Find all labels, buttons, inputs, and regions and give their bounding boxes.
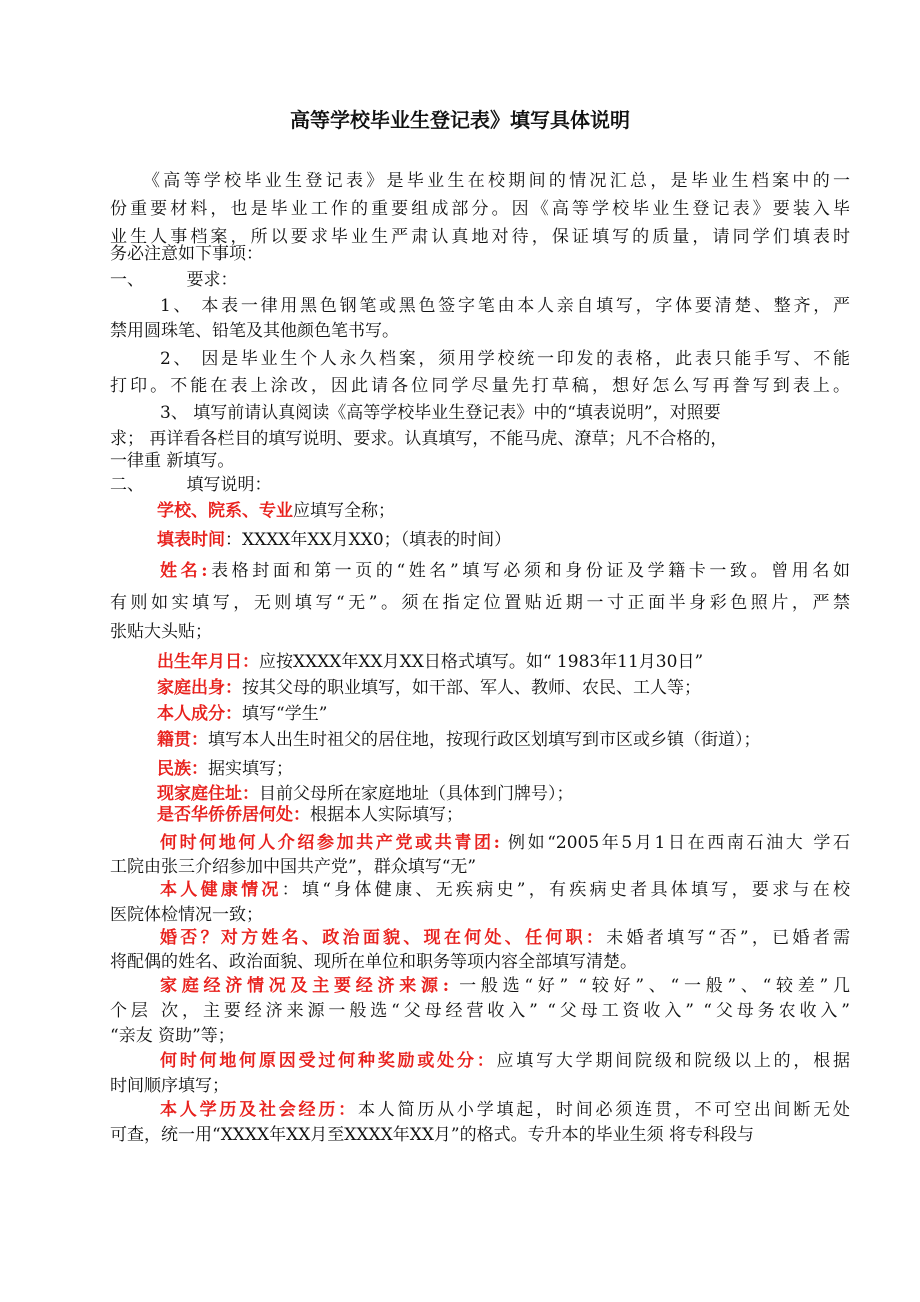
paragraph-line [110, 450, 234, 472]
text-segment: 1、 本表一律用黑色钢笔或黑色签字笔由本人亲自填写，字体要清楚、整齐，严 [160, 296, 850, 316]
text-segment: ：XXXX年XX月XX0；（填表的时间） [225, 530, 512, 550]
text-segment: 二、 填写说明： [110, 475, 272, 495]
field-name-label: 填表时间 [157, 530, 225, 550]
field-name-label: 籍贯： [157, 730, 208, 750]
text-segment: 表格封面和第一页的“姓名”填写必须和身份证及学籍卡一致。曾用名如 [207, 561, 850, 581]
paragraph-line [160, 1050, 850, 1072]
paragraph-line [143, 170, 850, 192]
text-segment: 有则如实填写，无则填写“无”。须在指定位置贴近期一寸正面半身彩色照片，严禁 [110, 593, 850, 613]
field-name-label: 家庭经济情况及主要经济来源: [160, 976, 449, 996]
paragraph-line [157, 758, 293, 780]
text-segment: ：填“身体健康、无疾病史”，有疾病史者具体填写，要求与在校 [281, 880, 850, 900]
text-segment: 应填写大学期间院级和院级以上的，根据 [496, 1051, 850, 1071]
paragraph-line [160, 560, 850, 582]
field-name-label: 姓名: [160, 561, 208, 581]
field-name-label: 本人成分： [157, 704, 242, 724]
text-segment: 例如“2005年5月1日在西南石油大 学石 [499, 833, 850, 853]
text-segment: 《高等学校毕业生登记表》是毕业生在校期间的情况汇总，是毕业生档案中的一 [143, 171, 850, 191]
field-name-label: 何时何地何原因受过何种奖励或处分： [160, 1051, 497, 1071]
paragraph-line [160, 402, 721, 424]
field-name-label: 本人学历及社会经历： [160, 1100, 358, 1120]
field-name-label: 是否华侨侨居何处： [157, 805, 310, 825]
paragraph-line [110, 269, 238, 291]
field-name-label: 出生年月日： [157, 652, 259, 672]
text-segment: 填写本人出生时祖父的居住地，按现行政区划填写到市区或乡镇（街道）； [208, 730, 761, 750]
paragraph-line [110, 904, 263, 926]
text-segment: 本人简历从小学填起，时间必须连贯，不可空出间断无处 [357, 1100, 851, 1120]
text-segment: 应按XXXX年XX月XX日格式填写。如“ 1983年11月30日” [259, 652, 704, 672]
field-name-label: 本人健康情况 [160, 880, 282, 900]
text-segment: 求； 再详看各栏目的填写说明、要求。认真填写，不能马虎、潦草；凡不合格的， [110, 429, 728, 449]
paragraph-line [110, 320, 399, 342]
paragraph-line [110, 375, 850, 397]
paragraph-line [110, 592, 850, 614]
paragraph-line [110, 243, 263, 265]
text-segment: 一般选“好” “较好”、“一般”、“较差”几 [448, 976, 850, 996]
text-segment: 业生人事档案，所以要求毕业生严肃认真地对待，保证填写的质量，请同学们填表时 [110, 227, 850, 247]
text-segment: 份重要材料，也是毕业工作的重要组成部分。因《高等学校毕业生登记表》要装入毕 [110, 199, 850, 219]
paragraph-line [157, 783, 574, 805]
text-segment: 根据本人实际填写； [310, 805, 463, 825]
text-segment: 未婚者填写“否”，已婚者需 [606, 928, 850, 948]
paragraph-line [157, 677, 701, 699]
paragraph-line [160, 879, 850, 901]
text-segment: 打印。不能在表上涂改，因此请各位同学尽量先打草稿，想好怎么写再誊写到表上。 [110, 376, 850, 396]
text-segment: 个层 次，主要经济来源一般选“父母经营收入” “父母工资收入” “父母务农收入” [110, 1001, 850, 1021]
paragraph-line [160, 295, 850, 317]
paragraph-line [160, 975, 850, 997]
paragraph-line [110, 1124, 754, 1146]
text-segment: 按其父母的职业填写，如干部、军人、教师、农民、工人等； [242, 678, 701, 698]
field-name-label: 家庭出身： [157, 678, 242, 698]
paragraph-line [110, 1000, 850, 1022]
paragraph-line [160, 832, 850, 854]
text-segment: 填写“学生” [242, 704, 328, 724]
text-segment: 务必注意如下事项： [110, 244, 263, 264]
paragraph-line [157, 529, 511, 551]
paragraph-line [110, 856, 476, 878]
paragraph-line [157, 500, 395, 522]
paragraph-line [110, 198, 850, 220]
document-title: 高等学校毕业生登记表》填写具体说明 [290, 108, 630, 132]
paragraph-line [110, 1025, 235, 1047]
paragraph-line [110, 428, 727, 450]
paragraph-line [157, 729, 761, 751]
paragraph-line [160, 1099, 850, 1121]
field-name-label: 学校、院系、专业 [157, 501, 293, 521]
paragraph-line [110, 1075, 229, 1097]
text-segment: 禁用圆珠笔、铅笔及其他颜色笔书写。 [110, 321, 399, 341]
text-segment: 医院体检情况一致； [110, 905, 263, 925]
paragraph-line [157, 651, 703, 673]
text-segment: 可查，统一用“XXXX年XX月至XXXX年XX月”的格式。专升本的毕业生须 将专科段与 [110, 1125, 755, 1145]
text-segment: 2、 因是毕业生个人永久档案，须用学校统一印发的表格，此表只能手写、不能 [160, 349, 850, 369]
text-segment: 3、 填写前请认真阅读《高等学校毕业生登记表》中的“填表说明”，对照要 [160, 403, 721, 423]
text-segment: 目前父母所在家庭地址（具体到门牌号）； [259, 784, 574, 804]
field-name-label: 民族： [157, 759, 208, 779]
paragraph-line [110, 474, 272, 496]
text-segment: 张贴大头贴； [110, 622, 212, 642]
text-segment: 时间顺序填写； [110, 1076, 229, 1096]
paragraph-line [160, 348, 850, 370]
text-segment: 工院由张三介绍参加中国共产党”，群众填写“无” [110, 857, 477, 877]
text-segment: 一律重 新填写。 [110, 451, 235, 471]
text-segment: 应填写全称； [293, 501, 395, 521]
paragraph-line [110, 951, 637, 973]
text-segment: 一、 要求： [110, 270, 238, 290]
text-segment: 将配偶的姓名、政治面貌、现所在单位和职务等项内容全部填写清楚。 [110, 952, 637, 972]
paragraph-line [160, 927, 850, 949]
paragraph-line [157, 703, 327, 725]
paragraph-line [157, 804, 463, 826]
text-segment: 据实填写； [208, 759, 293, 779]
paragraph-line [110, 621, 212, 643]
field-name-label: 婚否？对方姓名、政治面貌、现在何处、任何职： [160, 928, 607, 948]
field-name-label: 现家庭住址： [157, 784, 259, 804]
text-segment: “亲友 资助”等； [110, 1026, 235, 1046]
field-name-label: 何时何地何人介绍参加共产党或共青团: [160, 833, 500, 853]
